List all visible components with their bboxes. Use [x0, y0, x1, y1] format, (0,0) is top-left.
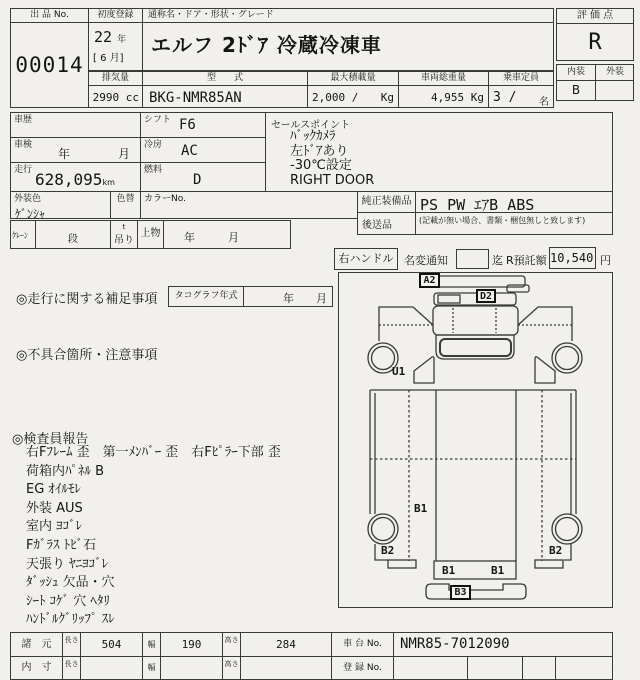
chassis-label: 車 台 No. — [343, 639, 382, 649]
width-value: 190 — [181, 638, 202, 651]
ac-label: 冷房 — [144, 140, 163, 150]
later-items-label: 後送品 — [362, 220, 392, 231]
body-year-value: 年 月 — [184, 231, 239, 244]
sales-point-item: 左ﾄﾞｱあり — [290, 143, 349, 159]
inspector-line: ﾊﾝﾄﾞﾙｸﾞﾘｯﾌﾟ ｽﾚ — [26, 612, 115, 628]
auction-no: 00014 — [15, 53, 84, 77]
inner-width-label-cell — [142, 656, 161, 680]
inspector-title: ◎検査員報告 — [12, 432, 89, 447]
registration-cell-3 — [522, 656, 556, 680]
equipment-label: 純正装備品 — [361, 196, 412, 207]
equipment-label-box — [357, 191, 416, 213]
interior-grade: B — [557, 81, 596, 100]
max-load-box — [307, 71, 399, 108]
first-registration-box — [88, 8, 143, 71]
inspection-value: 年 月 — [57, 147, 130, 161]
vehicle-name: エルフ 2ﾄﾞｱ 冷蔵冷凍車 — [151, 33, 382, 57]
color-no-label: カラーNo. — [144, 194, 186, 204]
yen-label: 円 — [600, 254, 611, 267]
exterior-grade — [596, 81, 634, 100]
inspector-report — [26, 444, 281, 630]
later-items-note: (記載が無い場合、書類・梱包無しと致します) — [419, 216, 586, 225]
length-label: 長さ — [64, 636, 79, 644]
inner-height-label: 高さ — [224, 660, 239, 668]
vehicle-name-box — [142, 8, 554, 71]
shift-label: シフト — [144, 115, 172, 125]
capacity-label: 乗車定員 — [489, 72, 553, 86]
exterior-color-value: ｹﾞﾝｼｬ — [15, 207, 46, 221]
inspector-line: Fｶﾞﾗｽ ﾄﾋﾞ石 — [26, 537, 97, 553]
body-label-box — [137, 220, 164, 249]
until-label: 迄 — [492, 254, 503, 267]
recolor-label: 色替 — [116, 194, 135, 204]
inspector-line: ｼｰﾄ ｺｹﾞ 穴 ﾍﾀﾘ — [26, 593, 110, 609]
mileage-note-title: ◎走行に関する補足事項 — [16, 292, 158, 307]
fuel-label: 燃料 — [144, 165, 163, 175]
deposit-label: R預託額 — [506, 254, 547, 267]
registration-cell-1 — [393, 656, 468, 680]
damage-marker-d2: D2 — [476, 289, 496, 303]
handle-label: 右ハンドル — [338, 252, 394, 265]
damage-marker-u1: U1 — [392, 365, 406, 378]
first-registration-year: 22 — [94, 28, 113, 46]
ac-value: AC — [181, 143, 198, 159]
registration-cell-2 — [467, 656, 523, 680]
dims-label-cell — [10, 632, 63, 657]
gross-weight-label: 車両総重量 — [399, 72, 488, 86]
grade-box — [556, 8, 634, 61]
damage-diagram — [338, 272, 613, 608]
damage-marker-b2-right: B2 — [549, 544, 563, 557]
inspection-box — [10, 137, 141, 163]
inner-height-value-cell — [240, 656, 332, 680]
width-value-cell — [160, 632, 223, 657]
damage-marker-b2-left: B2 — [381, 544, 395, 557]
interior-exterior-box — [556, 64, 634, 101]
chassis-value-cell — [393, 632, 613, 657]
inner-dims-label-cell — [10, 656, 63, 680]
inner-width-value-cell — [160, 656, 223, 680]
color-no-box — [140, 191, 358, 219]
inspector-line: 右Fﾌﾚｰﾑ 歪 第一ﾒﾝﾊﾞｰ 歪 右Fﾋﾟﾗｰ下部 歪 — [26, 445, 281, 460]
sales-point-label: セールスポイント — [271, 120, 351, 131]
gross-weight-value: 4,955 Kg — [431, 91, 484, 104]
auction-no-box — [10, 8, 89, 108]
length-label-cell — [62, 632, 81, 657]
first-registration-label: 初度登録 — [89, 9, 142, 23]
ac-box — [140, 137, 266, 163]
registration-cell-4 — [555, 656, 613, 680]
auction-no-label: 出 品 No. — [11, 9, 88, 23]
later-items-value-box — [415, 212, 613, 235]
displacement-value: 2990 cc — [92, 91, 139, 104]
history-label: 車歴 — [14, 115, 33, 125]
grade-value: R — [588, 30, 602, 55]
fuel-box — [140, 162, 266, 192]
inspector-line: 室内 ﾖｺﾞﾚ — [26, 519, 83, 535]
crane-stage-label: 段 — [68, 234, 78, 245]
interior-label: 内装 — [557, 65, 596, 81]
tachograph-label: タコグラフ年式 — [174, 291, 238, 301]
later-items-label-box — [357, 212, 416, 235]
damage-marker-a2: A2 — [419, 273, 440, 288]
max-load-value: 2,000 / — [312, 91, 359, 104]
inner-length-value-cell — [80, 656, 143, 680]
deposit-value-box — [549, 247, 596, 269]
chassis-no: NMR85-7012090 — [400, 636, 510, 652]
max-load-unit: Kg — [380, 91, 394, 104]
shift-box — [140, 112, 266, 138]
model-box — [142, 71, 308, 108]
body-year-box — [163, 220, 291, 249]
crane-hoist-label: 吊り — [114, 235, 134, 246]
chassis-label-cell — [331, 632, 394, 657]
sales-point-item: RIGHT DOOR — [290, 172, 375, 188]
exterior-label: 外装 — [596, 65, 634, 81]
registration-label-cell — [331, 656, 394, 680]
exterior-color-label: 外装色 — [14, 194, 42, 204]
length-value: 504 — [101, 638, 122, 651]
capacity-value: 3 / — [493, 90, 517, 105]
truck-outline-diagram — [339, 273, 612, 607]
height-value: 284 — [276, 638, 296, 651]
registration-label: 登 録 No. — [343, 663, 382, 673]
crane-hoist-t: t — [122, 223, 126, 231]
width-label-cell — [142, 632, 161, 657]
damage-marker-b3: B3 — [450, 585, 471, 600]
mileage-value: 628,095 — [35, 170, 103, 189]
crane-stage-box — [35, 220, 111, 249]
crane-label: ｸﾚｰﾝ — [12, 231, 28, 240]
height-label-cell — [222, 632, 241, 657]
name-change-label: 名変通知 — [404, 254, 448, 267]
vehicle-name-label: 通称名・ドア・形状・グレード — [143, 9, 553, 23]
tachograph-value: 年 月 — [283, 292, 327, 305]
inspector-line: 外装 AUS — [26, 500, 83, 516]
length-value-cell — [80, 632, 143, 657]
inner-height-label-cell — [222, 656, 241, 680]
sales-point-item: -30℃設定 — [290, 158, 352, 173]
exterior-color-box — [10, 191, 111, 219]
inspection-label: 車検 — [14, 140, 33, 150]
inner-width-label: 幅 — [147, 663, 156, 672]
max-load-label: 最大積載量 — [308, 72, 398, 86]
body-label: 上物 — [140, 228, 161, 239]
capacity-unit: 名 — [539, 97, 549, 108]
model-label: 型 式 — [143, 72, 307, 86]
inspector-line: 天張り ﾔﾆﾖｺﾞﾚ — [26, 556, 109, 572]
mileage-label: 走行 — [14, 165, 33, 175]
inspector-line: EG ｵｲﾙﾓﾚ — [26, 482, 81, 498]
sales-point-item: ﾊﾞｯｸｶﾒﾗ — [290, 129, 336, 144]
sales-point-box — [265, 112, 613, 192]
tachograph-value-box — [243, 286, 333, 307]
first-registration-month: [ 6 月] — [93, 53, 124, 64]
height-value-cell — [240, 632, 332, 657]
inspector-line: ﾀﾞｯｼｭ 欠品・穴 — [26, 575, 115, 591]
crane-hoist-box — [110, 220, 138, 249]
damage-marker-b1-mid: B1 — [414, 502, 428, 515]
height-label: 高さ — [224, 636, 239, 644]
gross-weight-box — [398, 71, 489, 108]
damage-marker-b1-rear-left: B1 — [442, 564, 456, 577]
damage-marker-b1-rear-right: B1 — [491, 564, 505, 577]
shift-value: F6 — [179, 117, 196, 133]
displacement-label: 排気量 — [89, 72, 142, 86]
inspector-line: 荷箱内ﾊﾟﾈﾙ B — [26, 463, 105, 479]
fuel-value: D — [193, 172, 202, 188]
inner-length-label: 長さ — [64, 660, 79, 668]
inner-dims-label: 内 寸 — [21, 662, 52, 673]
equipment-value-box — [415, 191, 613, 213]
recolor-box — [110, 191, 141, 219]
deposit-value: 10,540 — [550, 251, 594, 265]
inner-length-label-cell — [62, 656, 81, 680]
equipment-value: PS PW ｴｱB ABS — [420, 196, 535, 214]
model-value: BKG-NMR85AN — [149, 90, 242, 106]
handle-box — [334, 248, 398, 270]
history-box — [10, 112, 141, 138]
mileage-box — [10, 162, 141, 192]
first-registration-year-suffix: 年 — [117, 35, 127, 45]
displacement-box — [88, 71, 143, 108]
crane-label-box — [10, 220, 36, 249]
mileage-unit: km — [102, 178, 115, 187]
grade-label: 評 価 点 — [557, 9, 633, 24]
defect-title: ◎不具合箇所・注意事項 — [16, 348, 158, 363]
name-change-date-box — [456, 249, 489, 269]
capacity-box — [488, 71, 554, 108]
width-label: 幅 — [147, 640, 156, 649]
tachograph-label-box — [168, 286, 244, 307]
dims-label: 諸 元 — [21, 639, 52, 650]
